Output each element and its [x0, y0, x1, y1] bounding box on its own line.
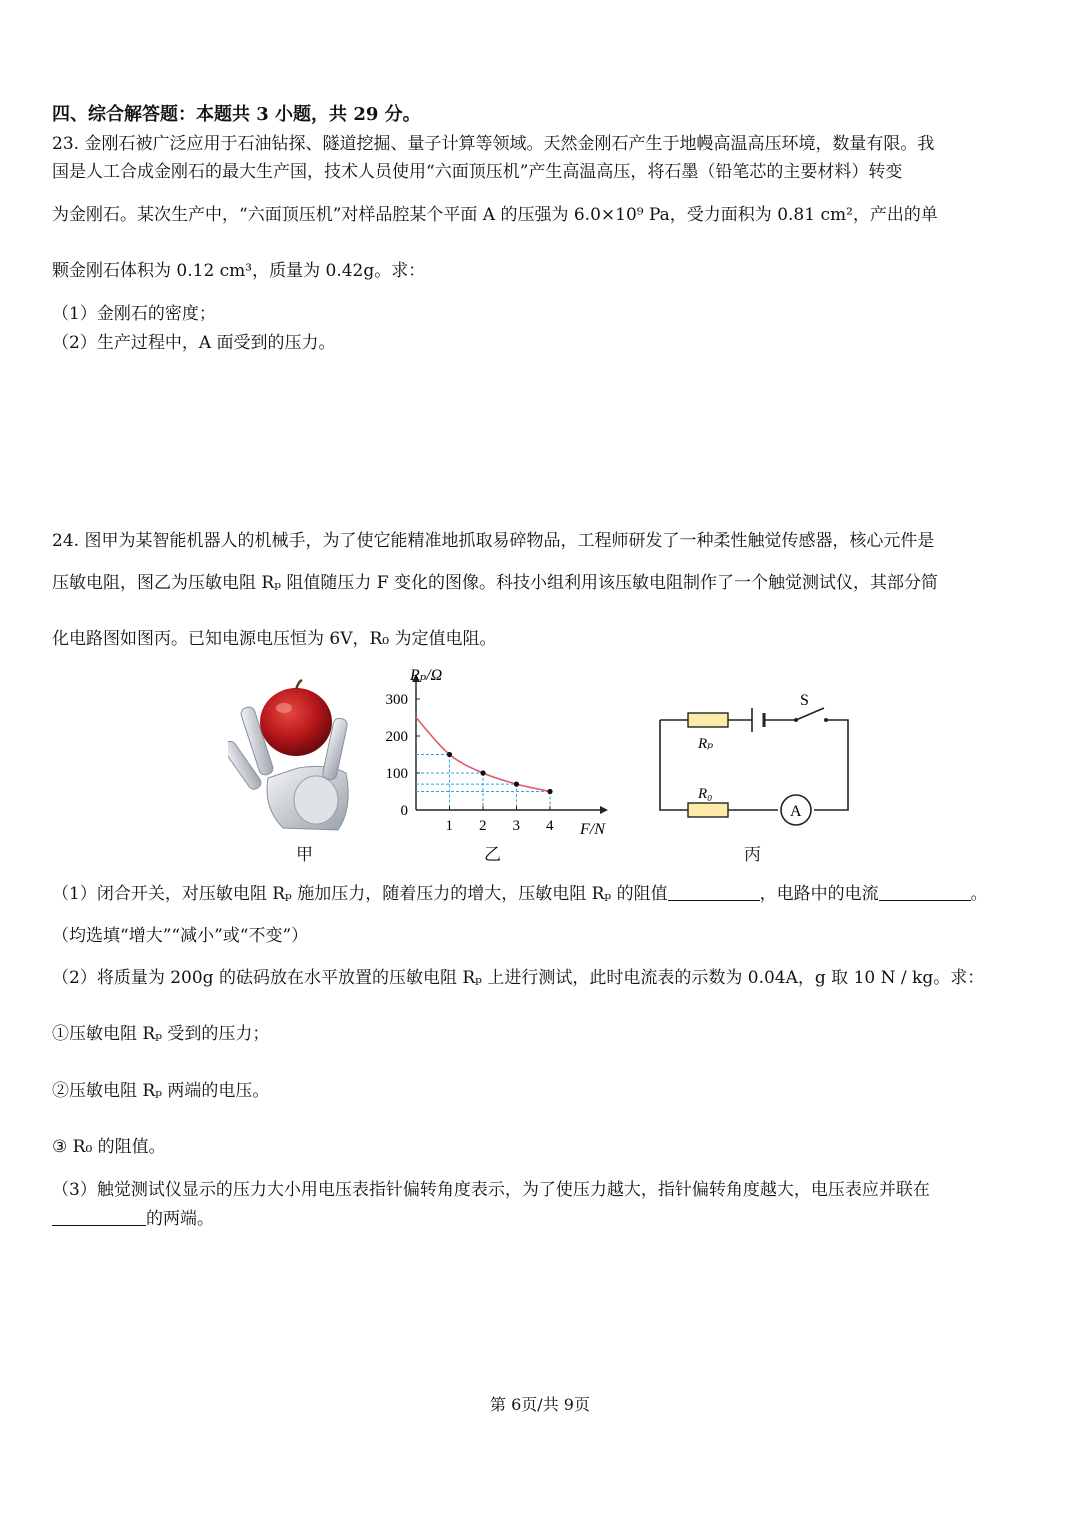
q24-part2: （2）将质量为 200g 的砝码放在水平放置的压敏电阻 Rₚ 上进行测试，此时电流表的示数为 0.04A，g 取 10 N / kg。求： — [52, 968, 985, 988]
data-point — [547, 789, 552, 794]
q24-part2-iii: ③ R₀ 的阻值。 — [52, 1137, 166, 1157]
x-axis-arrow — [600, 806, 608, 814]
x-tick-label: 3 — [512, 818, 520, 834]
x-tick-label: 1 — [445, 818, 453, 834]
q24-part1-note: （均选填“增大”“减小”或“不变”） — [52, 926, 309, 946]
q24-part1-text-a: （1）闭合开关，对压敏电阻 Rₚ 施加压力，随着压力的增大，压敏电阻 Rₚ 的阻值 — [52, 884, 668, 904]
answer-blank-resistance[interactable] — [668, 882, 760, 901]
circuit-diagram — [648, 690, 858, 830]
q23-text-line-2: 国是人工合成金刚石的最大生产国，技术人员使用“六面顶压机”产生高温高压，将石墨（铅笔芯的主要材料）转变 — [52, 162, 903, 182]
robot-hand-illustration — [228, 678, 358, 838]
data-point — [480, 770, 485, 775]
data-point — [514, 782, 519, 787]
page-footer: 第 6页/共 9页 — [490, 1395, 590, 1414]
y-tick-label: 0 — [400, 803, 408, 819]
rp-resistor — [688, 713, 728, 727]
section-heading: 四、综合解答题：本题共 3 小题，共 29 分。 — [52, 104, 421, 125]
answer-blank-current[interactable] — [879, 882, 971, 901]
y-tick-label: 100 — [385, 766, 408, 782]
ammeter-label: A — [790, 803, 802, 820]
switch-label: S — [800, 692, 809, 709]
r0-resistor — [688, 803, 728, 817]
x-axis-label: F/N — [580, 821, 605, 838]
switch — [796, 708, 824, 720]
answer-blank-voltmeter[interactable] — [52, 1207, 146, 1226]
y-tick-label: 300 — [385, 692, 408, 708]
q23-text-line-1: 23. 金刚石被广泛应用于石油钻探、隧道挖掘、量子计算等领域。天然金刚石产生于地幔高温高压环境，数量有限。我 — [52, 134, 935, 154]
y-axis-label: Rₚ/Ω — [410, 667, 443, 684]
y-tick-label: 200 — [385, 729, 408, 745]
data-point — [447, 752, 452, 757]
q24-text-line-2: 压敏电阻，图乙为压敏电阻 Rₚ 阻值随压力 F 变化的图像。科技小组利用该压敏电阻制作了一个触觉测试仪，其部分简 — [52, 573, 939, 593]
q24-part2-ii: ②压敏电阻 Rₚ 两端的电压。 — [52, 1081, 270, 1101]
figure-jia-caption: 甲 — [296, 845, 313, 865]
q24-part3-text-b: 的两端。 — [146, 1209, 214, 1229]
r0-resistor-label: R₀ — [698, 786, 713, 802]
q24-text-line-1: 24. 图甲为某智能机器人的机械手，为了使它能精准地抓取易碎物品，工程师研发了一种柔性触觉传感器，核心元件是 — [52, 531, 935, 551]
q23-text-line-3: 为金刚石。某次生产中，“六面顶压机”对样品腔某个平面 A 的压强为 6.0×10⁹ Pa，受力面积为 0.81 cm²，产出的单 — [52, 205, 938, 225]
figure-yi-caption: 乙 — [484, 845, 501, 865]
rp-resistor-label: Rₚ — [698, 736, 714, 752]
q24-part1-text-c: 。 — [970, 884, 988, 904]
rp-force-chart — [368, 664, 618, 840]
figure-bing-caption: 丙 — [744, 845, 761, 865]
q24-part1 — [52, 882, 988, 906]
x-tick-label: 2 — [479, 818, 487, 834]
q24-text-line-3: 化电路图如图丙。已知电源电压恒为 6V，R₀ 为定值电阻。 — [52, 629, 497, 649]
q24-part2-i: ①压敏电阻 Rₚ 受到的压力； — [52, 1024, 270, 1044]
q24-part3-line-1: （3）触觉测试仪显示的压力大小用电压表指针偏转角度表示，为了使压力越大，指针偏转角度越大，电压表应并联在 — [52, 1180, 930, 1200]
q23-text-line-4: 颗金刚石体积为 0.12 cm³，质量为 0.42g。求： — [52, 261, 426, 281]
q23-subquestion-2: （2）生产过程中，A 面受到的压力。 — [52, 333, 336, 353]
q24-part3-line-2 — [52, 1207, 214, 1231]
x-tick-label: 4 — [546, 818, 554, 834]
circuit-wires — [660, 720, 848, 810]
q23-subquestion-1: （1）金刚石的密度； — [52, 304, 216, 324]
q24-part1-text-b: ，电路中的电流 — [759, 884, 879, 904]
